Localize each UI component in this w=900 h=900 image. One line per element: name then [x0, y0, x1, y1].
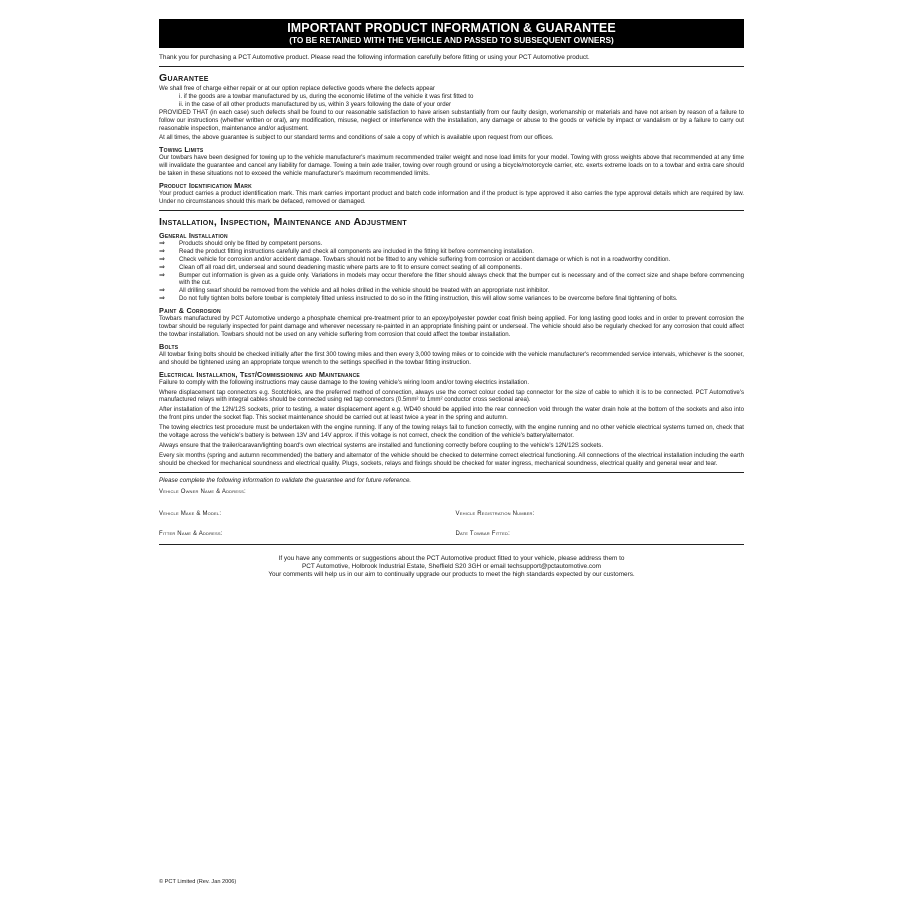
electrical-paragraph-1: Failure to comply with the following instructions may cause damage to the towing vehicle's wiring loom and/or towing electrics installation. [159, 378, 530, 386]
guarantee-heading: Guarantee [159, 72, 209, 84]
owner-name-address-field[interactable]: Vehicle Owner Name & Address: [159, 488, 246, 495]
footer-line-2: PCT Automotive, Holbrook Industrial Estate, Sheffield S20 3GH or email techsupport@pctautomotive.com [302, 562, 601, 570]
rightwards-double-arrow-icon: ⇒ [159, 263, 165, 271]
document-title: IMPORTANT PRODUCT INFORMATION & GUARANTEE [287, 21, 616, 35]
divider [159, 472, 744, 473]
list-item: ⇒ All drilling swarf should be removed from the vehicle and all holes drilled in the vehicle should be treated with an appropriate rust inhibitor. [159, 287, 550, 295]
vehicle-make-model-field[interactable]: Vehicle Make & Model: [159, 510, 222, 517]
guarantee-proviso: PROVIDED THAT (in each case) such defects shall be found to our reasonable satisfaction to have arisen substantially from our faulty design, workmanship or materials and have not arisen by reason of a failure to follow our instructions (whether written or oral), any modification, misuse, neglect or interference with the installation, any damage or abuse to the goods or vehicle by impact or vandalism or by a failure to carry out reasonable inspection, maintenance and/or adjustment. [159, 108, 744, 132]
vehicle-registration-field[interactable]: Vehicle Registration Number: [455, 510, 535, 517]
title-banner [159, 19, 744, 48]
document-subtitle: (TO BE RETAINED WITH THE VEHICLE AND PASSED TO SUBSEQUENT OWNERS) [289, 35, 614, 45]
general-installation-heading: General Installation [159, 230, 228, 240]
paint-corrosion-heading: Paint & Corrosion [159, 306, 221, 316]
list-item: ⇒ Products should only be fitted by competent persons. [159, 239, 323, 247]
list-item: ⇒ Read the product fitting instructions carefully and check all components are included in the fitting kit before commencing installation. [159, 247, 534, 255]
rightwards-double-arrow-icon: ⇒ [159, 295, 165, 303]
divider [159, 210, 744, 211]
electrical-paragraph-2: Where displacement tap connectors e.g. Scotchloks, are the preferred method of connection, always use the correct colour coded tap connector for the size of cable to which it is to be connected. PCT Automotive's manufactured relays with integral cables should be connected using red tap connectors (0.5mm² to 1mm² conductor cross sectional area). [159, 388, 744, 404]
installation-bullet-list [159, 240, 744, 303]
electrical-paragraph-6: Every six months (spring and autumn recommended) the battery and alternator of the vehicle should be checked to determine correct electrical functioning. All connections of the electrical installation including the earth should be checked for mechanical soundness and electrical quality. Plugs, sockets, relays and fixings should be checked for water ingress, mechanical soundness, electrical quality and general wear and tear. [159, 451, 744, 467]
bolts-text: All towbar fixing bolts should be checked initially after the first 300 towing miles and then every 3,000 towing miles or to coincide with the vehicle manufacturer's recommended service intervals, whichever is the sooner, and should be tightened using an appropriate torque wrench to the settings specified in the towbar fitting instruction. [159, 350, 744, 366]
intro-text: Thank you for purchasing a PCT Automotive product. Please read the following information carefully before fitting or using your PCT Automotive product. [159, 54, 590, 61]
guarantee-item-1: i. if the goods are a towbar manufactured by us, during the economic lifetime of the vehicle it was first fitted to [179, 92, 474, 100]
list-item: ⇒ Bumper cut information is given as a guide only. Variations in models may occur therefore the fitter should always check that the bumper cut is necessary and of the correct size and shape before commencing with the cut. [159, 271, 744, 287]
form-row [159, 530, 744, 538]
document-page [159, 19, 744, 579]
paint-corrosion-text: Towbars manufactured by PCT Automotive undergo a phosphate chemical pre-treatment prior to an epoxy/polyester powder coat finish being applied. For long lasting good looks and in order to prevent corrosion the towbar should be regularly inspected for paint damage and wherever necessary re-painted in an appropriate finishing paint or underseal. The vehicle should also be regularly checked for any corrosion that could affect the towbar installation. Towbars should not be used on any vehicle suffering from corrosion that could affect the towbar installation. [159, 315, 744, 338]
footer [159, 555, 744, 580]
footer-line-1: If you have any comments or suggestions about the PCT Automotive product fitted to your vehicle, please address them to [278, 554, 625, 562]
electrical-paragraph-5: Always ensure that the trailer/caravan/lighting board's own electrical systems are installed and functioning correctly before coupling to the vehicle's 12N/12S sockets. [159, 442, 604, 449]
rightwards-double-arrow-icon: ⇒ [159, 271, 165, 279]
footer-line-3: Your comments will help us in our aim to continually upgrade our products to meet the high standards expected by our customers. [268, 571, 635, 579]
rightwards-double-arrow-icon: ⇒ [159, 287, 165, 295]
rightwards-double-arrow-icon: ⇒ [159, 255, 165, 263]
form-intro: Please complete the following information to validate the guarantee and for future reference. [159, 476, 412, 484]
electrical-heading: Electrical Installation, Test/Commissioning and Maintenance [159, 369, 360, 379]
electrical-paragraph-3: After installation of the 12N/12S sockets, prior to testing, a water displacement agent e.g. WD40 should be applied into the rear connection void through the water drain hole at the bottom of the sockets and also into the front pins under the socket flap. This socket maintenance should be carried out at least twice a year in the spring and autumn. [159, 406, 744, 422]
guarantee-lead: We shall free of charge either repair or at our option replace defective goods where the defects appear [159, 85, 435, 92]
towing-limits-heading: Towing Limits [159, 145, 204, 155]
list-item: ⇒ Do not fully tighten bolts before towbar is completely fitted unless instructed to do so in the fitting instruction, this will allow some variances to be overcome before final tightening of bolts. [159, 295, 678, 303]
product-id-text: Your product carries a product identification mark. This mark carries important product and batch code information and if the product is type approved it also carries the type approval details which are required by law. Under no circumstances should this mark be defaced, removed or damaged. [159, 190, 744, 205]
electrical-paragraph-4: The towing electrics test procedure must be undertaken with the engine running. If any of the towing relays fail to function correctly, with the engine running and no other vehicle electrical systems turned on, check that the voltage across the vehicle's battery is between 13V and 14V approx. if this voltage is not correct, check the condition of the vehicle's battery/alternator. [159, 424, 744, 440]
product-id-heading: Product Identification Mark [159, 181, 252, 191]
rightwards-double-arrow-icon: ⇒ [159, 247, 165, 255]
bolts-heading: Bolts [159, 341, 179, 351]
divider [159, 544, 744, 545]
form-row [159, 510, 744, 518]
list-item: ⇒ Check vehicle for corrosion and/or accident damage. Towbars should not be fitted to any vehicle suffering from corrosion or accident damage or which is not in a roadworthy condition. [159, 255, 671, 263]
date-fitted-field[interactable]: Date Towbar Fitted: [455, 530, 511, 537]
guarantee-item-2: ii. in the case of all other products manufactured by us, within 3 years following the date of your order [179, 100, 451, 108]
copyright-notice: © PCT Limited (Rev. Jan 2006) [159, 879, 237, 885]
towing-limits-text: Our towbars have been designed for towing up to the vehicle manufacturer's maximum recommended trailer weight and nose load limits for your model. Towing with gross weights above that recommended at any time will invalidate the guarantee and cancel any liability for damage. Towing a twin axle trailer, towing over rough ground or using a bicycle/motorcycle carrier, etc. exerts extreme loads on to a towbar and extra care should be taken in these situations not to exceed the vehicle manufacturer's maximum recommended limits. [159, 154, 744, 178]
installation-heading: Installation, Inspection, Maintenance and Adjustment [159, 215, 407, 228]
list-item: ⇒ Clean off all road dirt, underseal and sound deadening mastic where parts are to fit to ensure correct seating of all components. [159, 263, 523, 271]
rightwards-double-arrow-icon: ⇒ [159, 239, 165, 247]
form-row [159, 488, 744, 496]
divider [159, 66, 744, 67]
fitter-name-address-field[interactable]: Fitter Name & Address: [159, 530, 223, 537]
guarantee-terms: At all times, the above guarantee is subject to our standard terms and conditions of sale a copy of which is available upon request from our offices. [159, 134, 554, 142]
